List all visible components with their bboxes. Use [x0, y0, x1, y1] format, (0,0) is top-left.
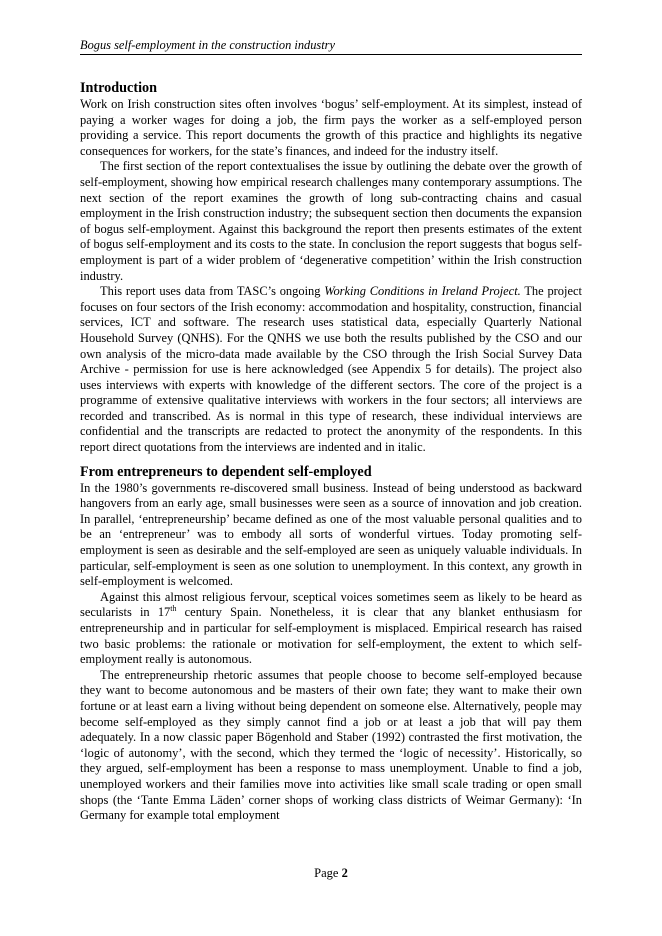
introduction-heading: Introduction: [80, 80, 157, 96]
page-label: Page: [314, 866, 339, 880]
page-number: 2: [341, 866, 348, 880]
running-header: [80, 38, 582, 55]
project-title-italic: Working Conditions in Ireland Project.: [324, 284, 521, 299]
section2-p2-text-start: Against this almost religious fervour, sceptical voices sometimes seem as likely to be heard as secularists in 17: [80, 589, 582, 620]
section2-paragraph-3: The entrepreneurship rhetoric assumes that people choose to become self-employed because they want to become autonomous and be masters of their own fate; they want to make their own fortune or at least earn a living without being dependent on someone else. Alternatively, people may become self-employed as they simply cannot find a job or at least a job that will pay them adequately. In a now classic paper Bögenhold and Staber (1992) contrasted the first motivation, the ‘logic of autonomy’, with the second, which they termed the ‘logic of necessity’. Historically, so they argued, self-employment has been a response to mass unemployment. Unable to find a job, unemployed workers and their families move into activities like small scale trading or open small shops (the ‘Tante Emma Läden’ corner shops of working class districts of Weimar Germany): ‘In Germany for example total employment: [80, 667, 582, 823]
intro-p3-text-start: This report uses data from TASC’s ongoing: [100, 284, 325, 299]
intro-paragraph-3: [80, 284, 582, 456]
ordinal-superscript: th: [170, 604, 177, 614]
intro-p3-text-end: The project focuses on four sectors of the Irish economy: accommodation and hospitality, construction, financial services, ICT and software. The research uses statistical data, especially Quarterly National Household Survey (QNHS). For the QNHS we use both the results published by the CSO and our own analysis of the micro-data made available by the CSO through the Irish Social Survey Data Archive - permission for use is here acknowledged (see Appendix 5 for details). The project also uses interviews with experts with knowledge of the different sectors. The core of the project is a programme of extensive qualitative interviews with workers in the four sectors; all interviews are recorded and transcribed. As is normal in this type of research, these individual interviews are confidential and the transcripts are redacted to protect the anonymity of the respondents. In this report direct quotations from the interviews are indented and in italic.: [80, 284, 582, 455]
intro-paragraph-1: Work on Irish construction sites often involves ‘bogus’ self-employment. At its simplest, instead of paying a worker wages for doing a job, the firm pays the worker as a self-employed person providing a service. This report documents the growth of this practice and highlights its negative consequences for workers, for the state’s finances, and indeed for the industry itself.: [80, 97, 582, 158]
page-body: [80, 80, 582, 824]
page-footer: [0, 866, 662, 881]
section2-paragraph-1: In the 1980’s governments re-discovered small business. Instead of being understood as backward hangovers from an early age, small businesses were seen as a source of innovation and job creation. In parallel, ‘entrepreneurship’ became defined as one of the most valuable personal qualities and to be an ‘entrepreneur’ was to embody all sorts of wonderful virtues. Today promoting self-employment is seen as desirable and the self-employed are seen as uniquely valuable individuals. In particular, self-employment is seen as one solution to unemployment. In this context, any growth in self-employment is welcomed.: [80, 480, 582, 589]
section-heading-entrepreneurs: From entrepreneurs to dependent self-employed: [80, 463, 372, 480]
running-header-title: Bogus self-employment in the construction industry: [80, 38, 336, 52]
intro-paragraph-2: The first section of the report contextualises the issue by outlining the debate over the growth of self-employment, showing how empirical research challenges many contemporary assumptions. The next section of the report examines the growth of long sub-contracting chains and casual employment in the Irish construction industry; the subsequent section then documents the expansion of bogus self-employment. Against this background the report then presents estimates of the extent of bogus self-employment and its costs to the state. In conclusion the report suggests that bogus self-employment is part of a wider problem of ‘degenerative competition’ within the Irish construction industry.: [80, 159, 582, 283]
section2-p2-text-end: century Spain. Nonetheless, it is clear that any blanket enthusiasm for entrepreneurship and in particular for self-employment is misplaced. Empirical research has raised two basic problems: the rationale or motivation for self-employment, the extent to which self-employment really is autonomous.: [80, 605, 583, 667]
section2-paragraph-2: [80, 590, 582, 668]
